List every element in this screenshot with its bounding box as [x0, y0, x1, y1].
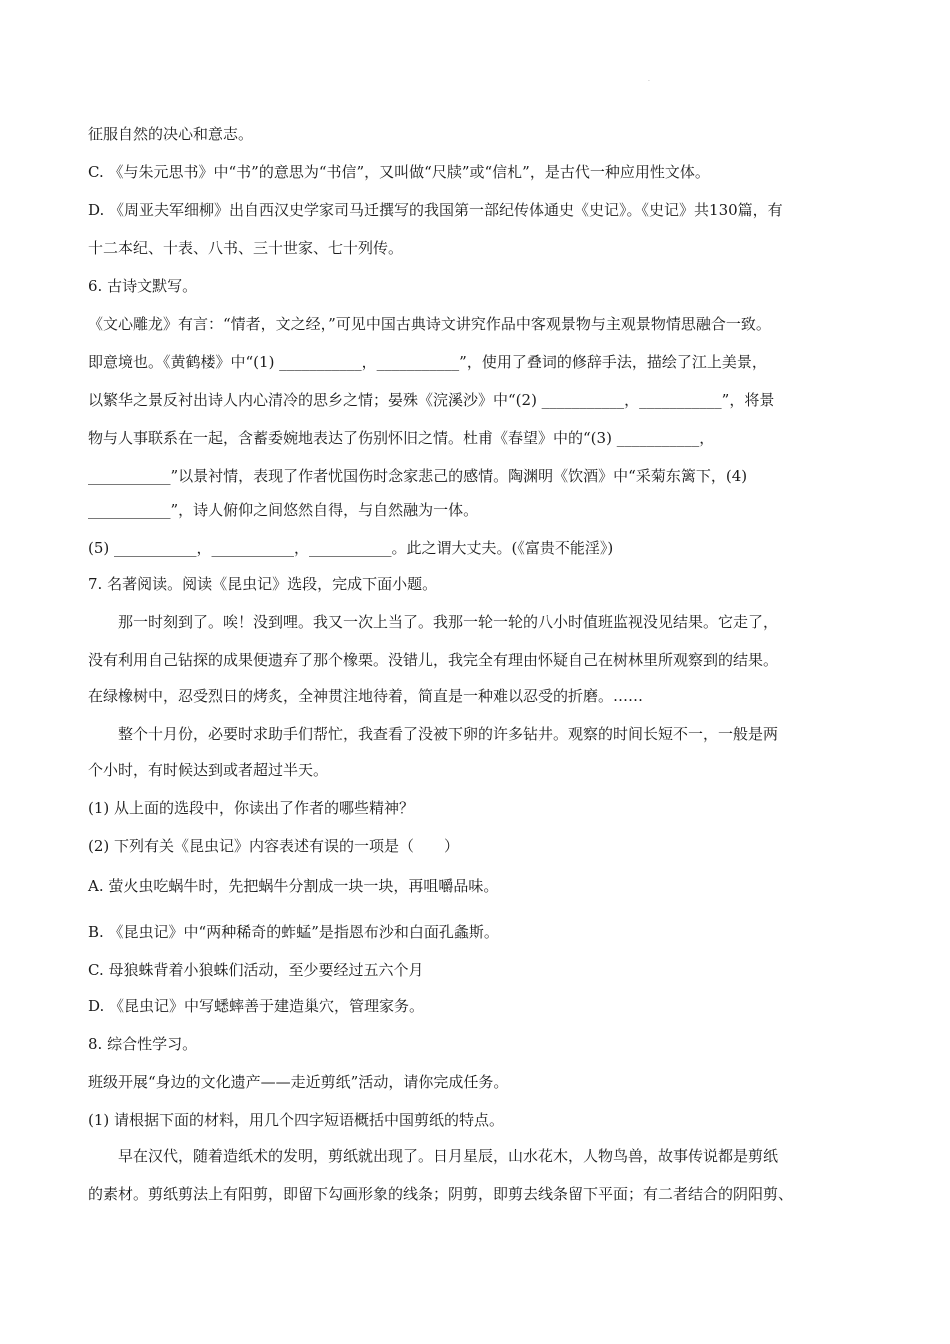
question-7-title: 7. 名著阅读。阅读《昆虫记》选段，完成下面小题。: [88, 575, 438, 593]
option-d: D. 《昆虫记》中写蟋蟀善于建造巢穴，管理家务。: [88, 997, 425, 1015]
text-line: 《文心雕龙》有言：“情者，文之经，”可见中国古典诗文讲究作品中客观景物与主观景物情思融合一致。: [88, 315, 771, 333]
option-d: D. 《周亚夫军细柳》出自西汉史学家司马迁撰写的我国第一部纪传体通史《史记》。《史记》共130篇，有: [88, 201, 783, 219]
question-6-title: 6. 古诗文默写。: [88, 277, 198, 295]
material-line: 的素材。剪纸剪法上有阳剪，即留下勾画形象的线条；阴剪，即剪去线条留下平面；有二者结合的阴阳剪、: [88, 1185, 794, 1203]
text-line: ___________”以景衬情，表现了作者忧国伤时念家悲己的感情。陶渊明《饮酒》中“采菊东篱下，(4): [88, 467, 748, 485]
option-c: C. 《与朱元思书》中“书”的意思为“书信”，又叫做“尺牍”或“信札”，是古代一种应用性文体。: [88, 163, 710, 181]
text-line: 以繁华之景反衬出诗人内心清冷的思乡之情；晏殊《浣溪沙》中“(2) ___________，___________”，将景: [88, 391, 775, 409]
excerpt-line: 没有利用自己钻探的成果便遗弃了那个橡栗。没错儿，我完全有理由怀疑自己在树林里所观察到的结果。: [88, 651, 779, 669]
sub-question-1: (1) 从上面的选段中，你读出了作者的哪些精神？: [88, 799, 415, 817]
text-line: (5) ___________，___________，___________。此之谓大丈夫。(《富贵不能淫》): [88, 539, 614, 557]
material-paragraph: 早在汉代，随着造纸术的发明，剪纸就出现了。日月星辰，山水花木，人物鸟兽，故事传说都是剪纸: [118, 1147, 779, 1165]
sub-question-2: (2) 下列有关《昆虫记》内容表述有误的一项是（ ）: [88, 837, 460, 855]
text-line: 班级开展“身边的文化遗产——走近剪纸”活动，请你完成任务。: [88, 1073, 509, 1091]
option-a: A. 萤火虫吃蜗牛时，先把蜗牛分割成一块一块，再咀嚼品味。: [88, 877, 499, 895]
excerpt-line: 在绿橡树中，忍受烈日的烤炙，全神贯注地待着，简直是一种难以忍受的折磨。……: [88, 687, 644, 705]
excerpt-paragraph: 整个十月份，必要时求助手们帮忙，我查看了没被下卵的许多钻井。观察的时间长短不一，一般是两: [118, 725, 779, 743]
text-line: 物与人事联系在一起，含蓄委婉地表达了伤别怀旧之情。杜甫《春望》中的“(3) ___________，: [88, 429, 715, 447]
option-b: B. 《昆虫记》中“两种稀奇的蚱蜢”是指恩布沙和白面孔螽斯。: [88, 923, 499, 941]
excerpt-paragraph: 那一时刻到了。唉！没到哩。我又一次上当了。我那一轮一轮的八小时值班监视没见结果。它走了，: [118, 613, 779, 631]
sub-question-1: (1) 请根据下面的材料，用几个四字短语概括中国剪纸的特点。: [88, 1111, 505, 1129]
question-8-title: 8. 综合性学习。: [88, 1035, 198, 1053]
excerpt-line: 个小时，有时候达到或者超过半天。: [88, 761, 329, 779]
option-c: C. 母狼蛛背着小狼蛛们活动，至少要经过五六个月: [88, 961, 424, 979]
page-mark: ·: [648, 78, 650, 85]
text-line: ___________”，诗人俯仰之间悠然自得，与自然融为一体。: [88, 501, 479, 519]
text-line: 即意境也。《黄鹤楼》中“(1) ___________，___________”，使用了叠词的修辞手法，描绘了江上美景，: [88, 353, 767, 371]
text-line: 征服自然的决心和意志。: [88, 125, 254, 143]
text-line: 十二本纪、十表、八书、三十世家、七十列传。: [88, 239, 404, 257]
